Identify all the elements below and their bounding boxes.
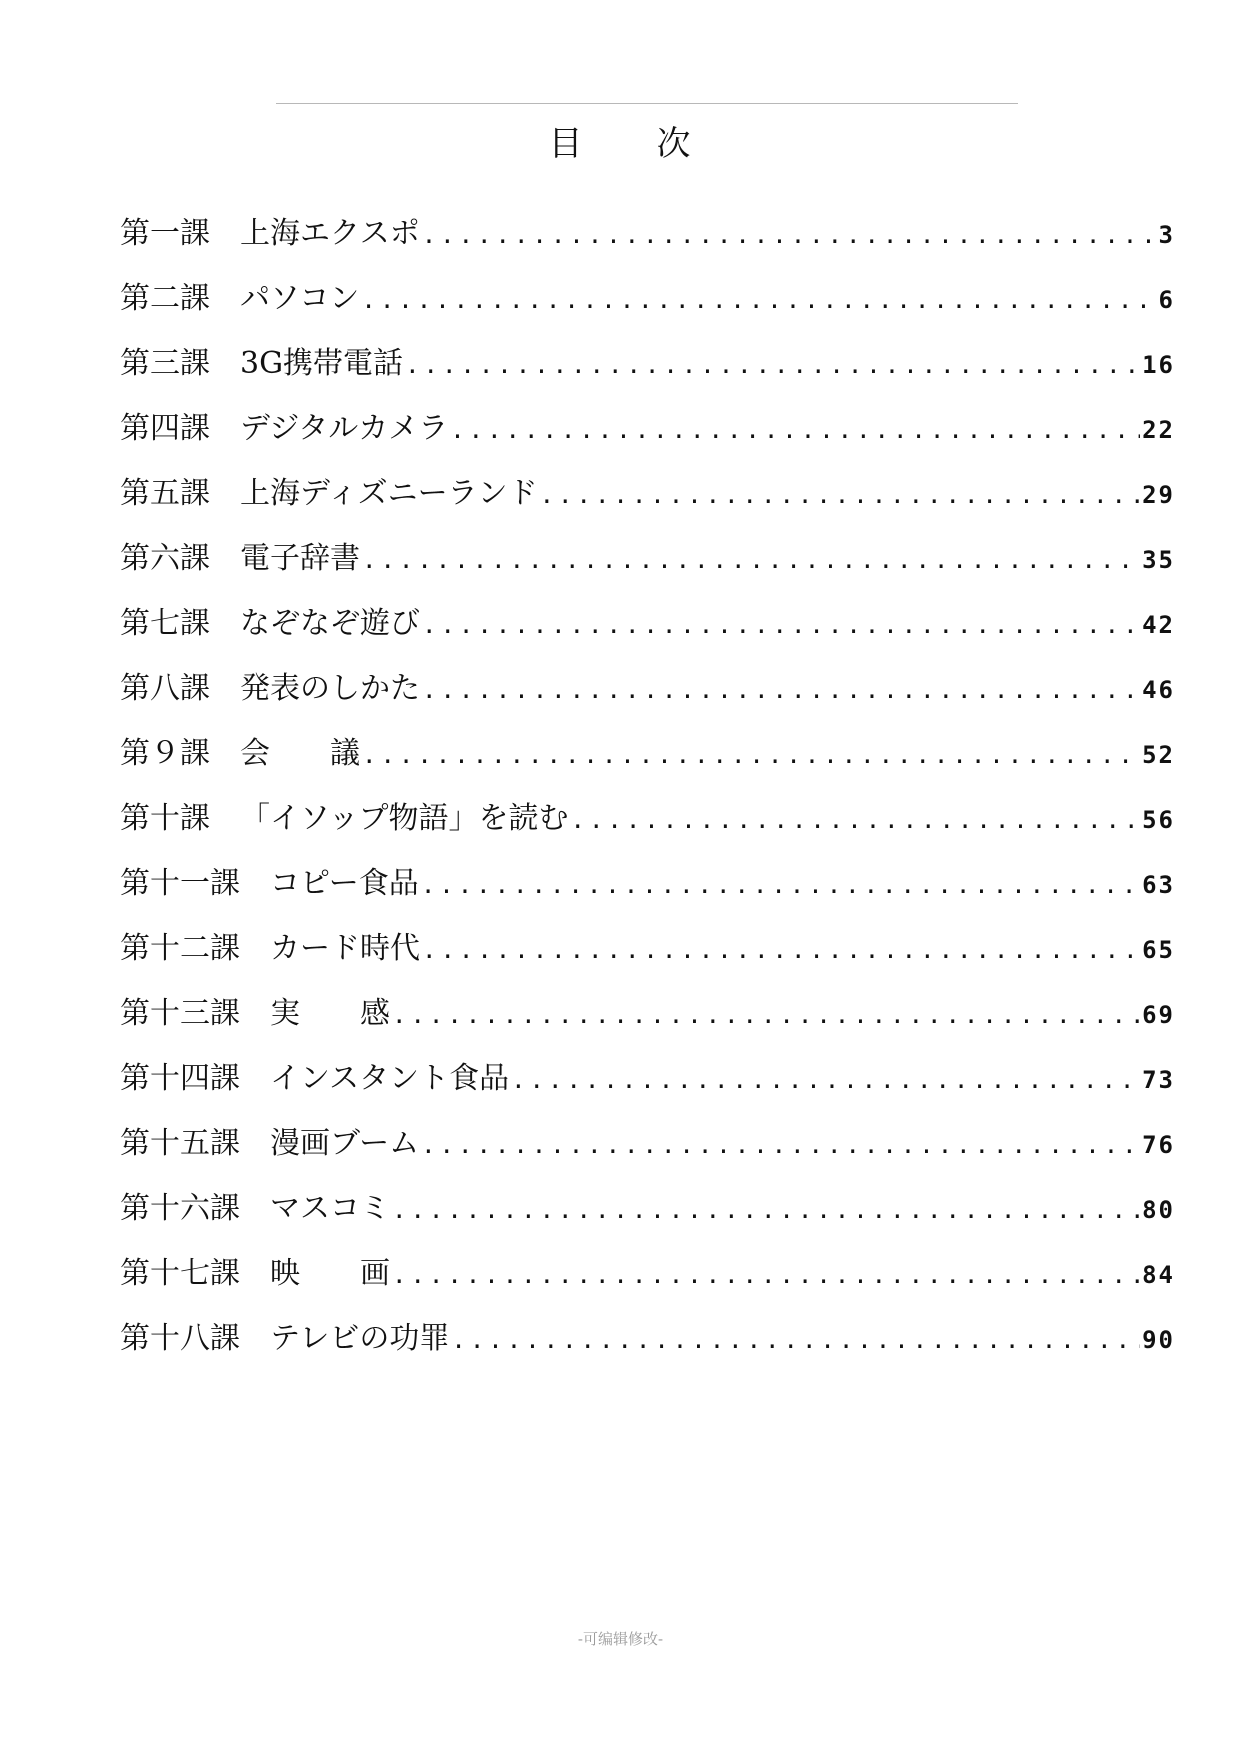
toc-lesson-title: 実 感 [270, 996, 390, 1031]
toc-page-number: 76 [1142, 1131, 1175, 1159]
toc-entry[interactable] [120, 1317, 1175, 1382]
toc-lesson-title: コピー食品 [270, 866, 419, 901]
toc-entry[interactable] [120, 537, 1175, 602]
toc-dot-leader [422, 668, 1140, 712]
toc-dot-leader [362, 538, 1140, 582]
toc-entry[interactable] [120, 1057, 1175, 1122]
toc-lesson-title: 3G携帯電話 [240, 346, 404, 381]
toc-lesson-title: 電子辞書 [240, 541, 360, 576]
toc-dot-leader [540, 473, 1140, 517]
toc-lesson-title: 発表のしかた [240, 671, 420, 706]
toc-page-number: 80 [1142, 1196, 1175, 1224]
toc-lesson-title: マスコミ [270, 1191, 390, 1226]
toc-lesson-number: 第十課 [120, 801, 240, 836]
toc-entry[interactable] [120, 472, 1175, 537]
toc-page-number: 35 [1142, 546, 1175, 574]
toc-lesson-number: 第十一課 [120, 866, 270, 901]
toc-page-number: 46 [1142, 676, 1175, 704]
toc-dot-leader [392, 993, 1140, 1037]
toc-dot-leader [422, 603, 1140, 647]
toc-lesson-number: 第四課 [120, 411, 240, 446]
toc-dot-leader [405, 343, 1140, 387]
toc-lesson-title: 上海エクスポ [240, 216, 420, 251]
header-rule [276, 103, 1018, 104]
toc-dot-leader [362, 733, 1140, 777]
toc-page-number: 29 [1142, 481, 1175, 509]
toc-entry[interactable] [120, 212, 1175, 277]
toc-dot-leader [421, 863, 1140, 907]
toc-entry[interactable] [120, 1187, 1175, 1252]
toc-entry[interactable] [120, 667, 1175, 732]
toc-page-number: 3 [1158, 221, 1175, 249]
toc-entry[interactable] [120, 1122, 1175, 1187]
toc-lesson-title: カード時代 [270, 931, 420, 966]
toc-page-number: 84 [1142, 1261, 1175, 1289]
toc-dot-leader [422, 928, 1140, 972]
toc-dot-leader [392, 1253, 1140, 1297]
toc-lesson-number: 第十三課 [120, 996, 270, 1031]
toc-entry[interactable] [120, 407, 1175, 472]
toc-lesson-title: テレビの功罪 [270, 1321, 450, 1356]
toc-lesson-number: 第五課 [120, 476, 240, 511]
toc-page-number: 52 [1142, 741, 1175, 769]
toc-page-number: 16 [1142, 351, 1175, 379]
toc-page-number: 42 [1142, 611, 1175, 639]
toc-lesson-title: インスタント食品 [270, 1061, 510, 1096]
toc-dot-leader [361, 278, 1156, 322]
toc-lesson-number: 第二課 [120, 281, 240, 316]
toc-page-number: 22 [1142, 416, 1175, 444]
toc-dot-leader [421, 1123, 1140, 1167]
toc-lesson-title: デジタルカメラ [240, 411, 449, 446]
toc-entry[interactable] [120, 797, 1175, 862]
toc-dot-leader [450, 408, 1140, 452]
toc-page-number: 73 [1142, 1066, 1175, 1094]
toc-lesson-number: 第十七課 [120, 1256, 270, 1291]
toc-lesson-number: 第七課 [120, 606, 240, 641]
toc-page-number: 90 [1142, 1326, 1175, 1354]
toc-entry[interactable] [120, 927, 1175, 992]
toc-entry[interactable] [120, 277, 1175, 342]
page-title: 目 次 [548, 124, 693, 164]
toc-entry[interactable] [120, 732, 1175, 797]
toc-lesson-title: 会 議 [240, 736, 360, 771]
toc-lesson-title: 上海ディズニーランド [240, 476, 538, 511]
toc-lesson-title: 映 画 [270, 1256, 390, 1291]
toc-entry[interactable] [120, 992, 1175, 1057]
toc-entry[interactable] [120, 1252, 1175, 1317]
toc-dot-leader [571, 798, 1141, 842]
toc-lesson-title: パソコン [240, 281, 360, 316]
toc-dot-leader [451, 1318, 1140, 1362]
table-of-contents [120, 212, 1175, 1382]
toc-lesson-number: 第９課 [120, 736, 240, 771]
toc-lesson-number: 第十二課 [120, 931, 270, 966]
toc-lesson-title: なぞなぞ遊び [240, 606, 420, 641]
toc-lesson-number: 第十六課 [120, 1191, 270, 1226]
toc-lesson-number: 第八課 [120, 671, 240, 706]
toc-dot-leader [511, 1058, 1140, 1102]
toc-lesson-number: 第十五課 [120, 1126, 270, 1161]
toc-entry[interactable] [120, 862, 1175, 927]
toc-lesson-number: 第十八課 [120, 1321, 270, 1356]
toc-lesson-number: 第六課 [120, 541, 240, 576]
toc-page-number: 69 [1142, 1001, 1175, 1029]
toc-lesson-number: 第十四課 [120, 1061, 270, 1096]
toc-lesson-title: 「イソップ物語」を読む [240, 801, 569, 836]
toc-page-number: 6 [1158, 286, 1175, 314]
toc-entry[interactable] [120, 602, 1175, 667]
toc-lesson-number: 第一課 [120, 216, 240, 251]
toc-lesson-number: 第三課 [120, 346, 240, 381]
toc-entry[interactable] [120, 342, 1175, 407]
toc-dot-leader [392, 1188, 1140, 1232]
toc-dot-leader [422, 213, 1157, 257]
toc-lesson-title: 漫画ブーム [270, 1126, 420, 1161]
footer-note: -可编辑修改- [577, 1630, 664, 1648]
toc-page-number: 63 [1142, 871, 1175, 899]
toc-page-number: 65 [1142, 936, 1175, 964]
toc-page-number: 56 [1142, 806, 1175, 834]
